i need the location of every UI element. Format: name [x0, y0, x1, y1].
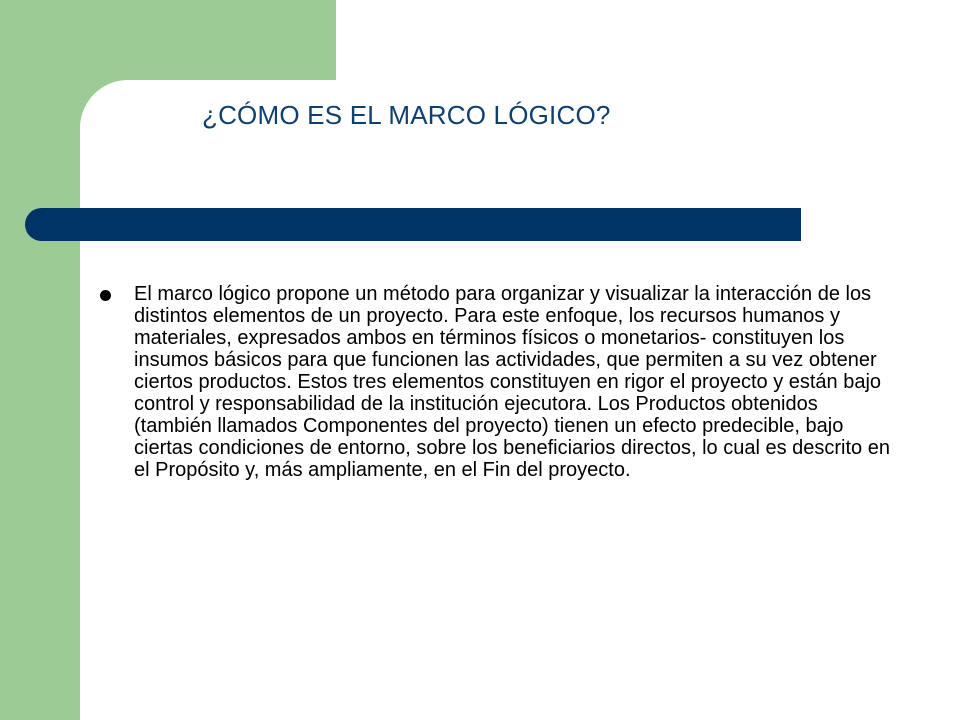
title-divider-bar — [25, 208, 801, 241]
bullet-list — [100, 283, 890, 481]
slide-title: ¿CÓMO ES EL MARCO LÓGICO? — [202, 100, 611, 130]
decorative-green-strip — [0, 0, 80, 720]
bullet-dot-icon — [100, 290, 111, 301]
bullet-item — [100, 283, 890, 481]
bullet-text: El marco lógico propone un método para organizar y visualizar la interacción de los distintos elementos de un proyecto. Para este enfoque, los recursos humanos y materiales, expresados ambos en términos físicos o monetarios- constituyen los insumos básicos para que funcionen las actividades, que permiten a su vez obtener ciertos productos. Estos tres elementos constituyen en rigor el proyecto y están bajo control y responsabilidad de la institución ejecutora. Los Productos obtenidos (también llamados Componentes del proyecto) tienen un efecto predecible, bajo ciertas condiciones de entorno, sobre los beneficiarios directos, lo cual es descrito en el Propósito y, más ampliamente, en el Fin del proyecto. — [134, 283, 890, 481]
